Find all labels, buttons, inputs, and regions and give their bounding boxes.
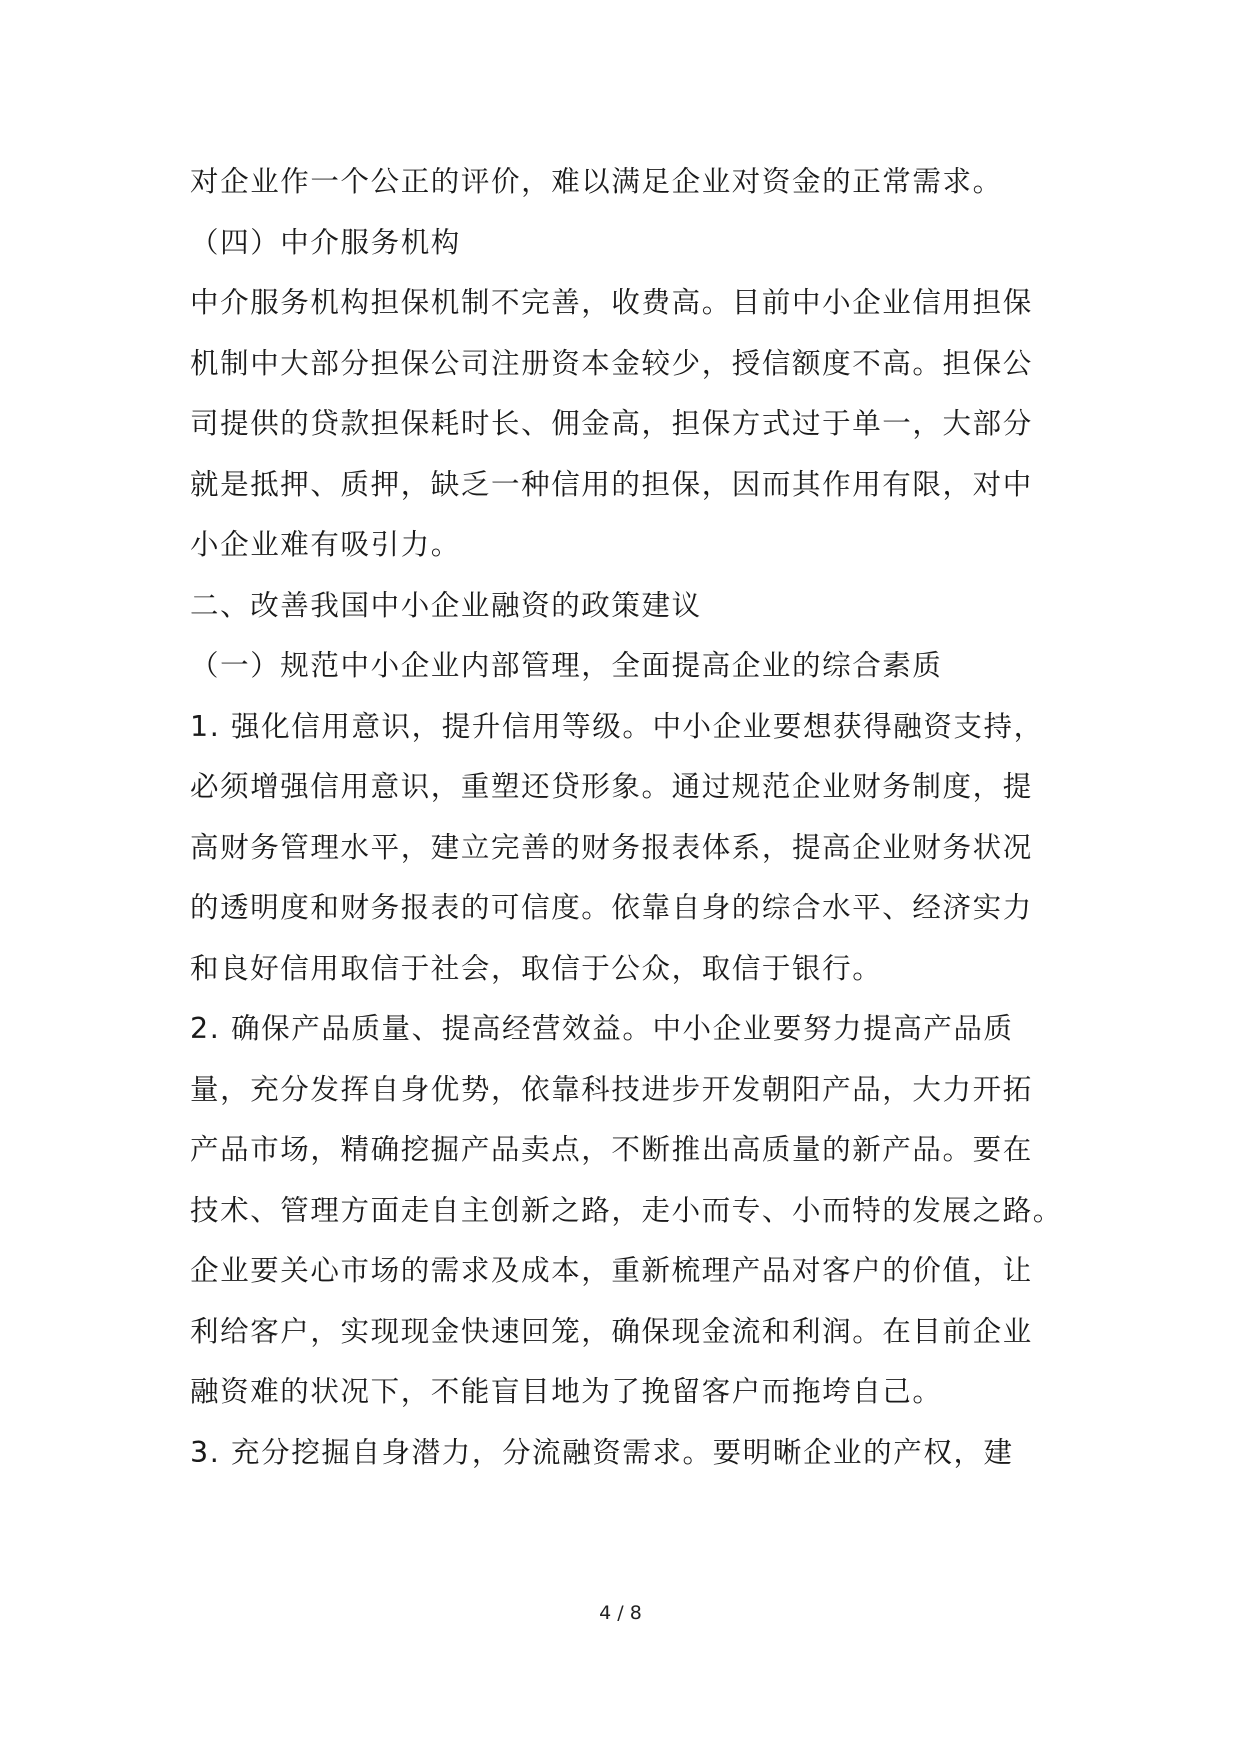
- section-heading: （四）中介服务机构: [190, 225, 461, 259]
- document-body: [190, 152, 1063, 1483]
- text-line: 产品市场，精确挖掘产品卖点，不断推出高质量的新产品。要在: [190, 1133, 1033, 1166]
- chapter-heading: 二、改善我国中小企业融资的政策建议: [190, 588, 702, 622]
- text-line: 必须增强信用意识，重塑还贷形象。通过规范企业财务制度，提: [190, 770, 1033, 803]
- text-line: 1. 强化信用意识，提升信用等级。中小企业要想获得融资支持，: [190, 709, 1044, 743]
- section-heading: （一）规范中小企业内部管理，全面提高企业的综合素质: [190, 649, 943, 682]
- text-line: 中介服务机构担保机制不完善，收费高。目前中小企业信用担保: [190, 286, 1033, 319]
- text-line: 利给客户，实现现金快速回笼，确保现金流和利润。在目前企业: [190, 1314, 1033, 1348]
- text-line: 和良好信用取信于社会，取信于公众，取信于银行。: [190, 951, 883, 985]
- text-line: 高财务管理水平，建立完善的财务报表体系，提高企业财务状况: [190, 830, 1033, 864]
- text-line: 对企业作一个公正的评价，难以满足企业对资金的正常需求。: [190, 165, 1003, 198]
- text-line: 企业要关心市场的需求及成本，重新梳理产品对客户的价值，让: [190, 1254, 1033, 1287]
- text-line: 司提供的贷款担保耗时长、佣金高，担保方式过于单一，大部分: [190, 407, 1033, 440]
- text-line: 就是抵押、质押，缺乏一种信用的担保，因而其作用有限，对中: [190, 467, 1033, 501]
- text-line: 小企业难有吸引力。: [190, 528, 461, 561]
- text-line: 机制中大部分担保公司注册资本金较少，授信额度不高。担保公: [190, 346, 1033, 380]
- text-line: 量，充分发挥自身优势，依靠科技进步开发朝阳产品，大力开拓: [190, 1072, 1033, 1106]
- text-line: 3. 充分挖掘自身潜力，分流融资需求。要明晰企业的产权，建: [190, 1435, 1014, 1469]
- page-number: 4 / 8: [599, 1602, 642, 1624]
- text-line: 融资难的状况下，不能盲目地为了挽留客户而拖垮自己。: [190, 1375, 943, 1408]
- text-line: 技术、管理方面走自主创新之路，走小而专、小而特的发展之路。: [190, 1193, 1063, 1227]
- text-line: 2. 确保产品质量、提高经营效益。中小企业要努力提高产品质: [190, 1012, 1014, 1045]
- text-line: 的透明度和财务报表的可信度。依靠自身的综合水平、经济实力: [190, 891, 1033, 924]
